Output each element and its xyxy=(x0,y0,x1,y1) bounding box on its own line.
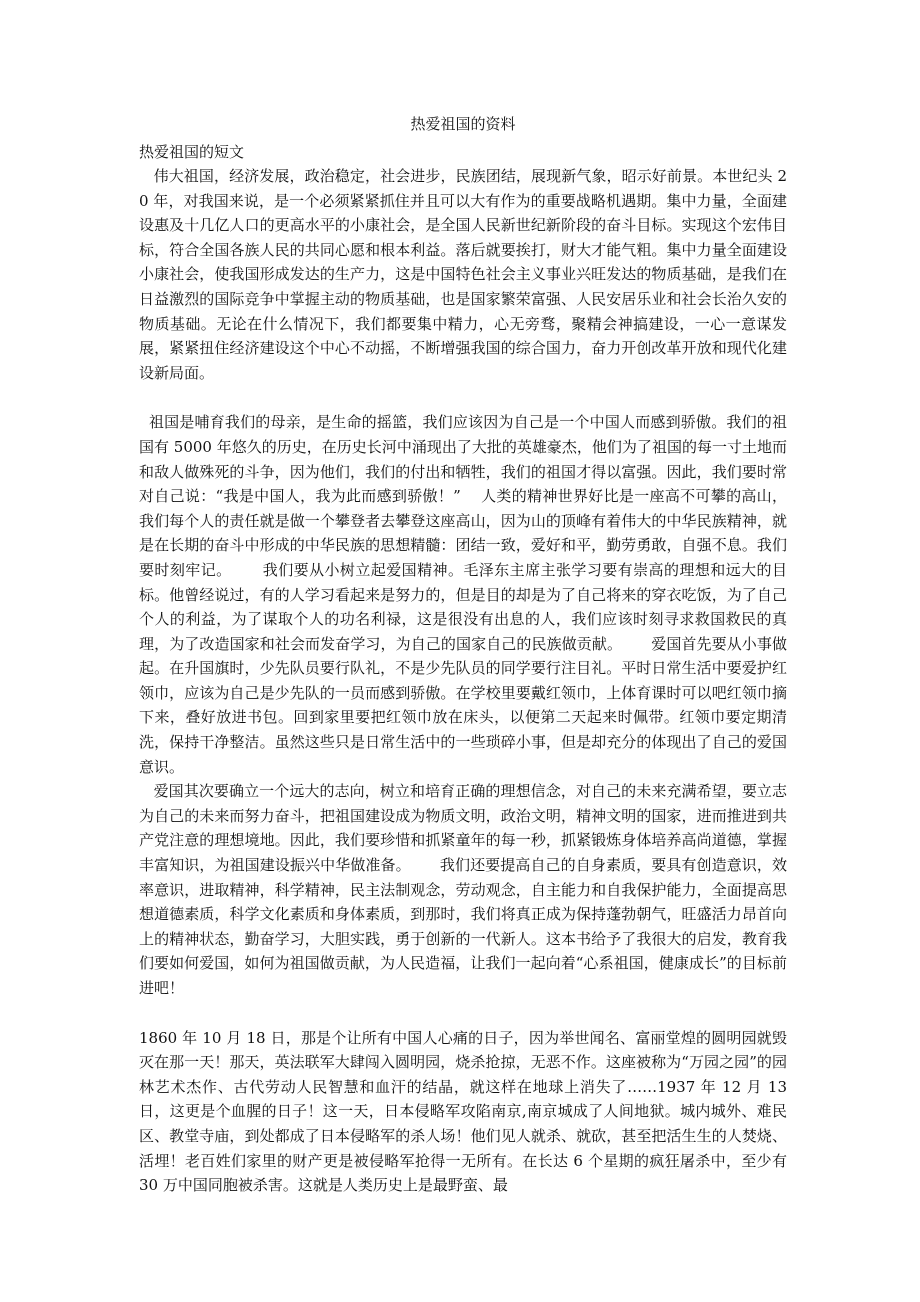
document-page xyxy=(139,112,792,1198)
paragraph-2: 祖国是哺育我们的母亲，是生命的摇篮，我们应该因为自己是一个中国人而感到骄傲。我们的祖国有 5000 年悠久的历史，在历史长河中涌现出了大批的英雄豪杰，他们为了祖国的每一寸土地而和敌人做殊死的斗争，因为他们，我们的付出和牺牲，我们的祖国才得以富强。因此，我们要时常对自己说：“我是中国人，我为此而感到骄傲！” 人类的精神世界好比是一座高不可攀的高山，我们每个人的责任就是做一个攀登者去攀登这座高山，因为山的顶峰有着伟大的中华民族精神，就是在长期的奋斗中形成的中华民族的思想精髓：团结一致，爱好和平，勤劳勇敢，自强不息。我们要时刻牢记。 我们要从小树立起爱国精神。毛泽东主席主张学习要有崇高的理想和远大的目标。他曾经说过，有的人学习看起来是努力的，但是目的却是为了自己将来的穿衣吃饭，为了自己个人的利益，为了谋取个人的功名利禄，这是很没有出息的人，我们应该时刻寻求救国救民的真理，为了改造国家和社会而发奋学习，为自己的国家自己的民族做贡献。 爱国首先要从小事做起。在升国旗时，少先队员要行队礼，不是少先队员的同学要行注目礼。平时日常生活中要爱护红领巾，应该为自己是少先队的一员而感到骄傲。在学校里要戴红领巾，上体育课时可以吧红领巾摘下来，叠好放进书包。回到家里要把红领巾放在床头，以便第二天起来时佩带。红领巾要定期清洗，保持干净整洁。虽然这些只是日常生活中的一些琐碎小事，但是却充分的体现出了自己的爱国意识。 xyxy=(139,413,787,776)
document-title: 热爱祖国的资料 xyxy=(410,115,516,133)
paragraph-1: 伟大祖国，经济发展，政治稳定，社会进步，民族团结，展现新气象，昭示好前景。本世纪头 20 年，对我国来说，是一个必须紧紧抓住并且可以大有作为的重要战略机遇期。集中力量，全面建设惠及十几亿人口的更高水平的小康社会，是全国人民新世纪新阶段的奋斗目标。实现这个宏伟目标，符合全国各族人民的共同心愿和根本利益。落后就要挨打，财大才能气粗。集中力量全面建设小康社会，使我国形成发达的生产力，这是中国特色社会主义事业兴旺发达的物质基础，是我们在日益激烈的国际竞争中掌握主动的物质基础，也是国家繁荣富强、人民安居乐业和社会长治久安的物质基础。无论在什么情况下，我们都要集中精力，心无旁骛，聚精会神搞建设，一心一意谋发展，紧紧扭住经济建设这个中心不动摇，不断增强我国的综合国力，奋力开创改革开放和现代化建设新局面。 xyxy=(139,167,787,382)
paragraph-4: 1860 年 10 月 18 日，那是个让所有中国人心痛的日子，因为举世闻名、富丽堂煌的圆明园就毁灭在那一天！那天，英法联军大肆闯入圆明园，烧杀抢掠，无恶不作。这座被称为“万园之园”的园林艺术杰作、古代劳动人民智慧和血汗的结晶，就这样在地球上消失了……1937 年 12 月 13 日，这更是个血腥的日子！这一天，日本侵略军攻陷南京,南京城成了人间地狱。城内城外、难民区、教堂寺庙，到处都成了日本侵略军的杀人场！他们见人就杀、就砍，甚至把活生生的人焚烧、活埋！老百姓们家里的财产更是被侵略军抢得一无所有。在长达 6 个星期的疯狂屠杀中，至少有 30 万中国同胞被杀害。这就是人类历史上是最野蛮、最 xyxy=(139,1028,792,1195)
paragraph-gap xyxy=(139,385,787,410)
paragraph-gap xyxy=(139,1001,787,1026)
document-subtitle: 热爱祖国的短文 xyxy=(139,143,245,161)
paragraph-3: 爱国其次要确立一个远大的志向，树立和培育正确的理想信念，对自己的未来充满希望，要立志为自己的未来而努力奋斗，把祖国建设成为物质文明，政治文明，精神文明的国家，进而推进到共产党注意的理想境地。因此，我们要珍惜和抓紧童年的每一秒，抓紧锻炼身体培养高尚道德，掌握丰富知识，为祖国建设振兴中华做准备。 我们还要提高自己的自身素质，要具有创造意识，效率意识，进取精神，科学精神，民主法制观念，劳动观念，自主能力和自我保护能力，全面提高思想道德素质，科学文化素质和身体素质，到那时，我们将真正成为保持蓬勃朝气，旺盛活力昂首向上的精神状态，勤奋学习，大胆实践，勇于创新的一代新人。这本书给予了我很大的启发，教育我们要如何爱国，如何为祖国做贡献，为人民造福，让我们一起向着“心系祖国，健康成长”的目标前进吧！ xyxy=(139,782,787,997)
